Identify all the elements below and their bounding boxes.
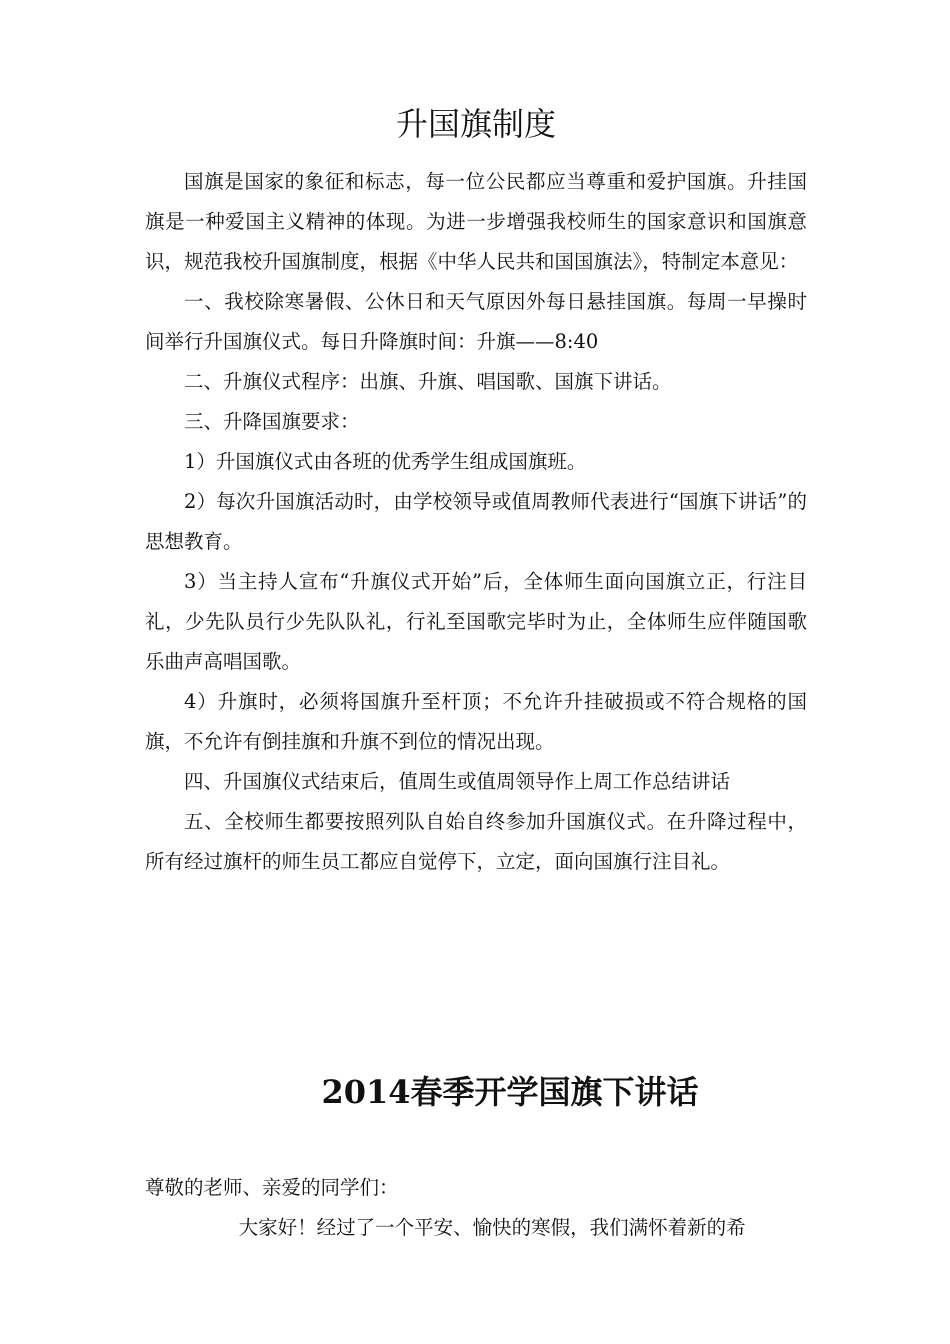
paragraph-sub-4: 4）升旗时，必须将国旗升至杆顶；不允许升挂破损或不符合规格的国旗，不允许有倒挂旗和升旗不到位的情况出现。 [145, 690, 807, 753]
paragraph-sub-2: 2）每次升国旗活动时，由学校领导或值周教师代表进行“国旗下讲话”的思想教育。 [145, 490, 807, 553]
paragraph-item-3: 三、升降国旗要求： [184, 410, 360, 433]
speech-salutation: 尊敬的老师、亲爱的同学们： [145, 1176, 399, 1199]
speech-opening: 大家好！经过了一个平安、愉快的寒假，我们满怀着新的希 [238, 1216, 746, 1239]
paragraph-sub-1: 1）升国旗仪式由各班的优秀学生组成国旗班。 [184, 450, 587, 473]
speech-title: 2014春季开学国旗下讲话 [321, 1073, 699, 1111]
paragraph-intro: 国旗是国家的象征和标志，每一位公民都应当尊重和爱护国旗。升挂国旗是一种爱国主义精神的体现。为进一步增强我校师生的国家意识和国旗意识，规范我校升国旗制度，根据《中华人民共和国国旗法》，特制定本意见： [145, 170, 807, 273]
paragraph-item-4: 四、升国旗仪式结束后，值周生或值周领导作上周工作总结讲话 [184, 770, 731, 793]
paragraph-item-2: 二、升旗仪式程序：出旗、升旗、唱国歌、国旗下讲话。 [184, 370, 672, 393]
paragraph-item-1: 一、我校除寒暑假、公休日和天气原因外每日悬挂国旗。每周一早操时间举行升国旗仪式。每日升降旗时间：升旗——8:40 [145, 290, 807, 353]
regulation-body [145, 162, 807, 882]
paragraph-sub-3: 3）当主持人宣布“升旗仪式开始”后，全体师生面向国旗立正，行注目礼，少先队员行少先队队礼，行礼至国歌完毕时为止，全体师生应伴随国歌乐曲声高唱国歌。 [145, 570, 807, 673]
document-title: 升国旗制度 [395, 105, 556, 143]
speech-body [145, 1168, 807, 1248]
paragraph-item-5: 五、全校师生都要按照列队自始自终参加升国旗仪式。在升降过程中，所有经过旗杆的师生员工都应自觉停下，立定，面向国旗行注目礼。 [145, 810, 807, 873]
